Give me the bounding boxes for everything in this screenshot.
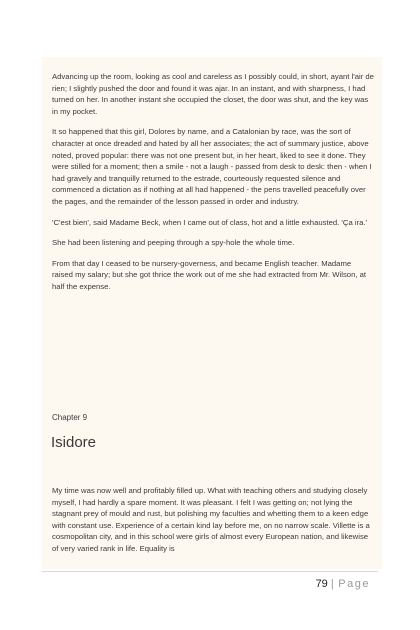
chapter-label: Chapter 9 xyxy=(52,413,88,422)
footer-divider xyxy=(42,571,378,572)
footer-separator: | xyxy=(330,578,336,590)
paragraph: From that day I ceased to be nursery-governess, and became English teacher. Madame raised my salary; but she got thrice the work out of me she had extracted from Mr. Wilson, at half the expense. xyxy=(52,258,367,291)
paragraph: My time was now well and profitably filled up. What with teaching others and studying closely myself, I had hardly a spare moment. It was pleasant. I felt I was getting on; not lying the stagnant prey of mould and rust, but polishing my faculties and whetting them to a keen edge with constant use. Experience of a certain kind lay before me, on no narrow scale. Villette is a cosmopolitan city, and in this school were girls of almost every European nation, and likewise of very varied rank in life. Equality is xyxy=(52,486,370,553)
body-text-top xyxy=(52,71,374,302)
body-text-bottom xyxy=(52,485,374,555)
paragraph: It so happened that this girl, Dolores by name, and a Catalonian by race, was the sort of character at once dreaded and hated by all her associates; the act of summary justice, above noted, proved popular: there was not one present but, in her heart, liked to see it done. They were stilled for a moment; then a smile - not a laugh - passed from desk to desk: then - when I had gravely and tranquilly returned to the estrade, courteously requested silence and commenced a dictation as if nothing at all had happened - the pens travelled peacefully over the pages, and the remainder of the lesson passed in order and industry. xyxy=(52,127,372,206)
page-number: 79 xyxy=(315,578,328,590)
chapter-title: Isidore xyxy=(51,434,97,451)
paragraph: 'C'est bien', said Madame Beck, when I came out of class, hot and a little exhausted. 'Ça ira.' xyxy=(52,217,367,227)
page-word: Page xyxy=(338,578,370,590)
paragraph: Advancing up the room, looking as cool and careless as I possibly could, in short, ayant l'air de rien; I slightly pushed the door and found it was ajar. In an instant, and with sharpness, I had turned on her. In another instant she occupied the closet, the door was shut, and the key was in my pocket. xyxy=(52,72,374,116)
paragraph: She had been listening and peeping through a spy-hole the whole time. xyxy=(52,238,295,248)
page-footer xyxy=(316,578,370,590)
